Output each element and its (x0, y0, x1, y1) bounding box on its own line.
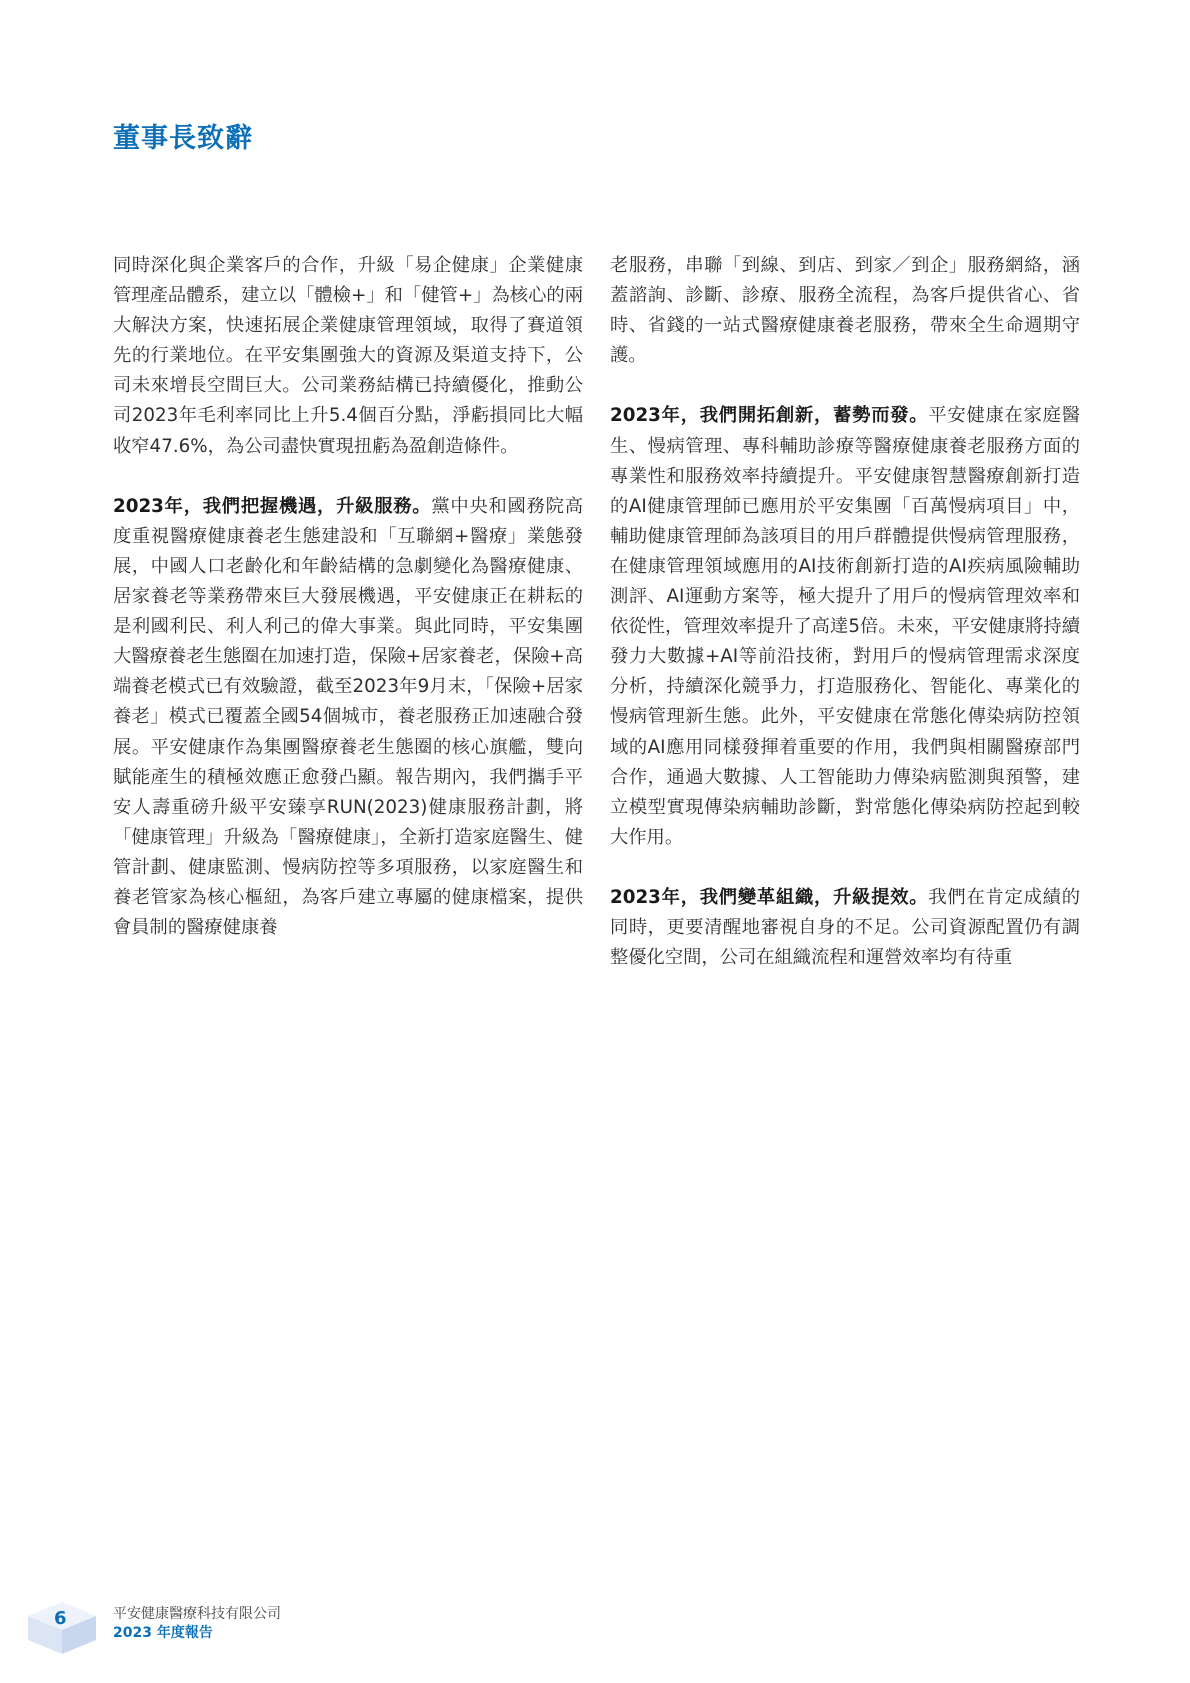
report-label: 2023 年度報告 (113, 1625, 213, 1641)
paragraph-text: 平安健康在家庭醫生、慢病管理、專科輔助診療等醫療健康養老服務方面的專業性和服務效率持續提升。平安健康智慧醫療創新打造的AI健康管理師已應用於平安集團「百萬慢病項目」中，輔助健康管理師為該項目的用戶群體提供慢病管理服務，在健康管理領域應用的AI技術創新打造的AI疾病風險輔助測評、AI運動方案等，極大提升了用戶的慢病管理效率和依從性，管理效率提升了高達5倍。未來，平安健康將持續發力大數據+AI等前沿技術，對用戶的慢病管理需求深度分析，持續深化競爭力，打造服務化、智能化、專業化的慢病管理新生態。此外，平安健康在常態化傳染病防控領域的AI應用同樣發揮着重要的作用，我們與相關醫療部門合作，通過大數據、人工智能助力傳染病監測與預警，建立模型實現傳染病輔助診斷，對常態化傳染病防控起到較大作用。 (610, 405, 1080, 848)
right-column (610, 251, 1080, 1003)
page-number: 6 (54, 1608, 67, 1629)
paragraph-lead: 2023年，我們把握機遇，升級服務。 (113, 495, 432, 517)
paragraph-text: 黨中央和國務院高度重視醫療健康養老生態建設和「互聯網+醫療」業態發展，中國人口老齡化和年齡結構的急劇變化為醫療健康、居家養老等業務帶來巨大發展機遇，平安健康正在耕耘的是利國利民、利人利己的偉大事業。與此同時，平安集團大醫療養老生態圈在加速打造，保險+居家養老，保險+高端養老模式已有效驗證，截至2023年9月末，「保險+居家養老」模式已覆蓋全國54個城市，養老服務正加速融合發展。平安健康作為集團醫療養老生態圈的核心旗艦，雙向賦能產生的積極效應正愈發凸顯。報告期內，我們攜手平安人壽重磅升級平安臻享RUN(2023)健康服務計劃，將「健康管理」升級為「醫療健康」，全新打造家庭醫生、健管計劃、健康監測、慢病防控等多項服務，以家庭醫生和養老管家為核心樞紐，為客戶建立專屬的健康檔案，提供會員制的醫療健康養 (113, 495, 583, 939)
paragraph-text: 同時深化與企業客戶的合作，升級「易企健康」企業健康管理產品體系，建立以「體檢+」和「健管+」為核心的兩大解決方案，快速拓展企業健康管理領域，取得了賽道領先的行業地位。在平安集團強大的資源及渠道支持下，公司未來增長空間巨大。公司業務結構已持續優化，推動公司2023年毛利率同比上升5.4個百分點，淨虧損同比大幅收窄47.6%，為公司盡快實現扭虧為盈創造條件。 (113, 255, 583, 457)
left-column (113, 251, 583, 973)
page-footer (0, 1590, 400, 1660)
paragraph (610, 251, 1080, 371)
paragraph (610, 883, 1080, 973)
paragraph-lead: 2023年，我們開拓創新，蓄勢而發。 (610, 405, 929, 427)
paragraph (113, 251, 583, 462)
page-title: 董事長致辭 (113, 123, 253, 154)
paragraph (610, 401, 1080, 852)
paragraph-text: 老服務，串聯「到線、到店、到家／到企」服務網絡，涵蓋諮詢、診斷、診療、服務全流程，為客戶提供省心、省時、省錢的一站式醫療健康養老服務，帶來全生命週期守護。 (610, 255, 1080, 367)
paragraph-lead: 2023年，我們變革組織，升級提效。 (610, 886, 929, 908)
paragraph (113, 492, 583, 943)
company-name: 平安健康醫療科技有限公司 (113, 1606, 281, 1622)
paragraph-text: 我們在肯定成績的同時，更要清醒地審視自身的不足。公司資源配置仍有調整優化空間，公司在組織流程和運營效率均有待重 (610, 886, 1080, 969)
